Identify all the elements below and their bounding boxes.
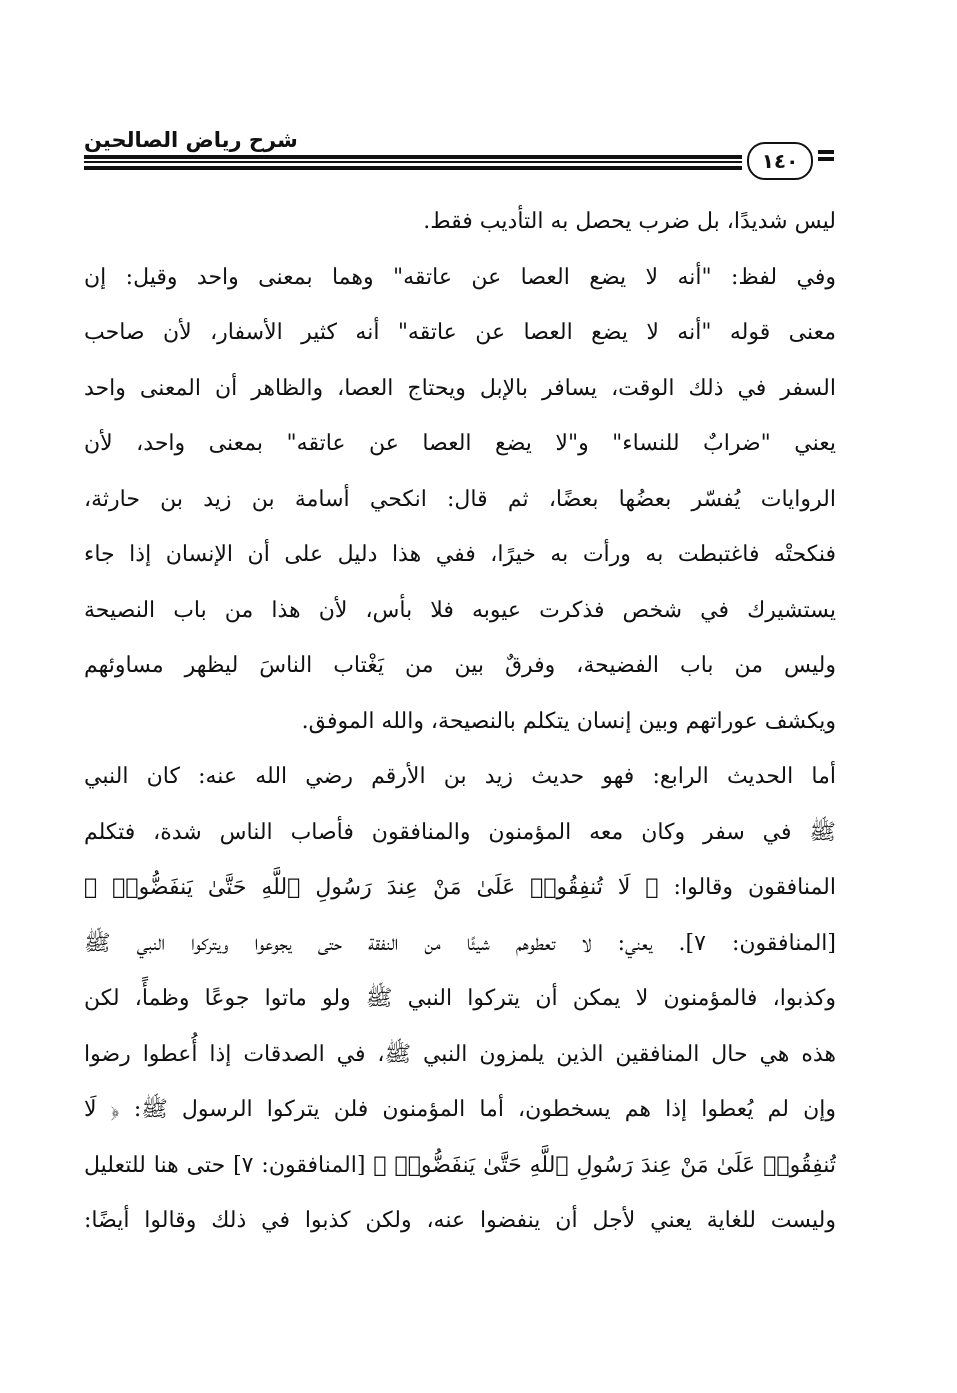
text-line: فنكحتْه فاغتبطت به ورأت به خيرًا، ففي هذا دليل على أن الإنسان إذا جاء <box>84 542 836 567</box>
text-line: وكذبوا، فالمؤمنون لا يمكن أن يتركوا النبي ﷺ ولو ماتوا جوعًا وظمأً، لكن <box>84 986 836 1011</box>
header-rule <box>84 161 742 163</box>
paragraph <box>84 250 836 750</box>
text-line: الروايات يُفسّر بعضُها بعضًا، ثم قال: انكحي أسامة بن زيد بن حارثة، <box>84 486 836 512</box>
text-line: [المنافقون: ٧]. يعني: لا تعطوهم شيئًا من النفقة حتى يجوعوا ويتركوا النبي ﷺ <box>84 930 836 956</box>
paragraph <box>84 194 836 250</box>
text-line: ويكشف عوراتهم وبين إنسان يتكلم بالنصيحة، والله الموفق. <box>301 708 836 734</box>
text-line: وفي لفظ: "أنه لا يضع العصا عن عاتقه" وهما بمعنى واحد وقيل: إن <box>84 264 836 290</box>
text-line: أما الحديث الرابع: فهو حديث زيد بن الأرقم رضي الله عنه: كان النبي <box>84 764 836 789</box>
text-line: يعني "ضرابٌ للنساء" و"لا يضع العصا عن عاتقه" بمعنى واحد، لأن <box>84 431 836 456</box>
paragraph <box>84 749 836 1249</box>
text-line: هذه هي حال المنافقين الذين يلمزون النبي ﷺ، في الصدقات إذا أُعطوا رضوا <box>84 1041 836 1067</box>
header-ornament <box>818 150 834 164</box>
text-line: السفر في ذلك الوقت، يسافر بالإبل ويحتاج العصا، والظاهر أن المعنى واحد <box>84 375 836 401</box>
header-rule <box>84 155 742 159</box>
page-body <box>84 194 836 1249</box>
text-line: ﷺ في سفر وكان معه المؤمنون والمنافقون فأصاب الناس شدة، فتكلم <box>84 819 836 845</box>
text-line: وليست للغاية يعني لأجل أن ينفضوا عنه، ولكن كذبوا في ذلك وقالوا أيضًا: <box>84 1208 836 1233</box>
quran-verse-line: المنافقون وقالوا: ﴿ لَا تُنفِقُوا۟ عَلَىٰ مَنْ عِندَ رَسُولِ ٱللَّهِ حَتَّىٰ يَنفَضُّوا۟ ﴾ <box>84 875 836 900</box>
text-line: وليس من باب الفضيحة، وفرقٌ بين من يَغْتاب الناسَ ليظهر مساوئهم <box>84 653 836 678</box>
text-line: يستشيرك في شخص فذكرت عيوبه فلا بأس، لأن هذا من باب النصيحة <box>84 597 836 623</box>
text-line: وإن لم يُعطوا إذا هم يسخطون، أما المؤمنون فلن يتركوا الرسول ﷺ: ﴿ لَا <box>84 1097 836 1122</box>
page-header <box>84 120 836 180</box>
running-book-title: شرح رياض الصالحين <box>84 128 298 152</box>
header-rule <box>84 166 742 170</box>
page-number: ١٤٠ <box>747 142 813 180</box>
text-line: ليس شديدًا، بل ضرب يحصل به التأديب فقط. <box>423 209 836 234</box>
quran-verse-line: تُنفِقُوا۟ عَلَىٰ مَنْ عِندَ رَسُولِ ٱللَّهِ حَتَّىٰ يَنفَضُّوا۟ ﴾ [المنافقون: ٧] حتى هنا للتعليل <box>84 1152 836 1178</box>
text-line: معنى قوله "أنه لا يضع العصا عن عاتقه" أنه كثير الأسفار، لأن صاحب <box>84 320 836 345</box>
